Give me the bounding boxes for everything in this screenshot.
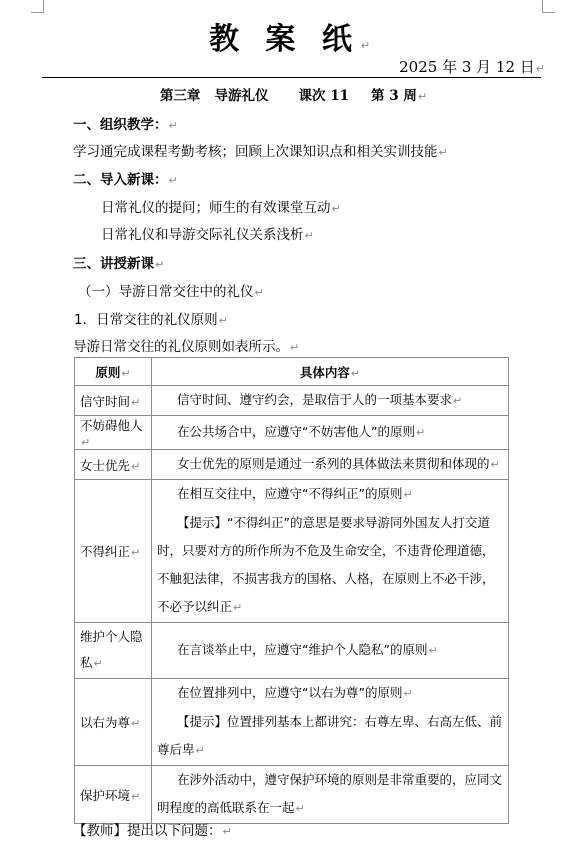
- principle-cell: 信守时间↵: [75, 386, 152, 416]
- paragraph-mark: ↵: [453, 394, 463, 407]
- paragraph-mark: ↵: [403, 488, 413, 501]
- section-1-text: 学习通完成课程考勤考核；回顾上次课知识点和相关实训技能↵: [73, 144, 448, 160]
- section-3-heading: 三、讲授新课↵: [73, 256, 165, 272]
- chapter-line: 第三章 导游礼仪 课次 11 第 3 周↵: [159, 88, 428, 104]
- content-cell: 在言谈举止中，应遵守“维护个人隐私”的原则↵: [152, 623, 509, 679]
- paragraph-mark: ↵: [295, 802, 305, 815]
- content-cell: 在相互交往中，应遵守“不得纠正”的原则↵ 【提示】“不得纠正”的意思是要求导游同外国友人打交道时，只要对方的所作所为不危及生命安全，不违背伦理道德，不触犯法律，不损害我方的国格、人格，在原则上不必干涉，不必予以纠正↵: [152, 480, 509, 623]
- section-2-item-1: 日常礼仪的提问；师生的有效课堂互动↵: [101, 200, 341, 216]
- content-cell: 在位置排列中，应遵守“以右为尊”的原则↵ 【提示】位置排列基本上都讲究：右尊左卑、右高左低、前尊后卑↵: [152, 679, 509, 766]
- principle-cell: 以右为尊↵: [75, 679, 152, 766]
- lesson-date: 2025 年 3 月 12 日↵: [399, 58, 545, 76]
- principle-cell: 保护环境↵: [75, 766, 152, 824]
- table-row: [75, 679, 509, 766]
- content-cell: 信守时间、遵守约会，是取信于人的一项基本要求↵: [152, 386, 509, 416]
- paragraph-mark: ↵: [428, 644, 438, 657]
- table-row: [75, 450, 509, 480]
- table-row: [75, 416, 509, 450]
- table-header-row: [75, 358, 509, 386]
- principle-cell: 维护个人隐私↵: [75, 623, 152, 679]
- principles-table: [74, 357, 509, 824]
- crop-mark-top-left: [31, 0, 44, 13]
- subsection-item: 1．日常交往的礼仪原则↵: [74, 312, 228, 328]
- section-2-heading: 二、导入新课：↵: [73, 172, 178, 188]
- subsection-heading: （一）导游日常交往中的礼仪↵: [78, 284, 264, 300]
- content-cell: 在公共场合中，应遵守“不妨害他人”的原则↵: [152, 416, 509, 450]
- principle-cell: 女士优先↵: [75, 450, 152, 480]
- header-content: 具体内容↵: [152, 358, 509, 386]
- teacher-prompt: 【教师】提出以下问题：↵: [73, 823, 232, 839]
- header-principle: 原则↵: [75, 358, 152, 386]
- table-row: [75, 386, 509, 416]
- paragraph-mark: ↵: [415, 426, 426, 439]
- section-1-heading: 一、组织教学：↵: [73, 117, 178, 133]
- paragraph-mark: ↵: [403, 687, 413, 700]
- principle-cell: 不得纠正↵: [75, 480, 152, 623]
- page-title: 教 案 纸↵: [208, 22, 379, 57]
- paragraph-mark: ↵: [490, 458, 500, 471]
- table-row: [75, 766, 509, 824]
- paragraph-mark: ↵: [233, 601, 243, 614]
- crop-mark-top-right: [542, 0, 555, 13]
- content-cell: 在涉外活动中，遵守保护环境的原则是非常重要的，应同文明程度的高低联系在一起↵: [152, 766, 509, 824]
- principle-cell: 不妨碍他人↵: [75, 416, 152, 450]
- table-intro: 导游日常交往的礼仪原则如表所示。↵: [73, 339, 300, 355]
- section-2-item-2: 日常礼仪和导游交际礼仪关系浅析↵: [101, 227, 314, 243]
- content-cell: 女士优先的原则是通过一系列的具体做法来贯彻和体现的↵: [152, 450, 509, 480]
- header-rule: [42, 77, 541, 78]
- table-row: [75, 623, 509, 679]
- table-row: [75, 480, 509, 623]
- paragraph-mark: ↵: [195, 744, 205, 757]
